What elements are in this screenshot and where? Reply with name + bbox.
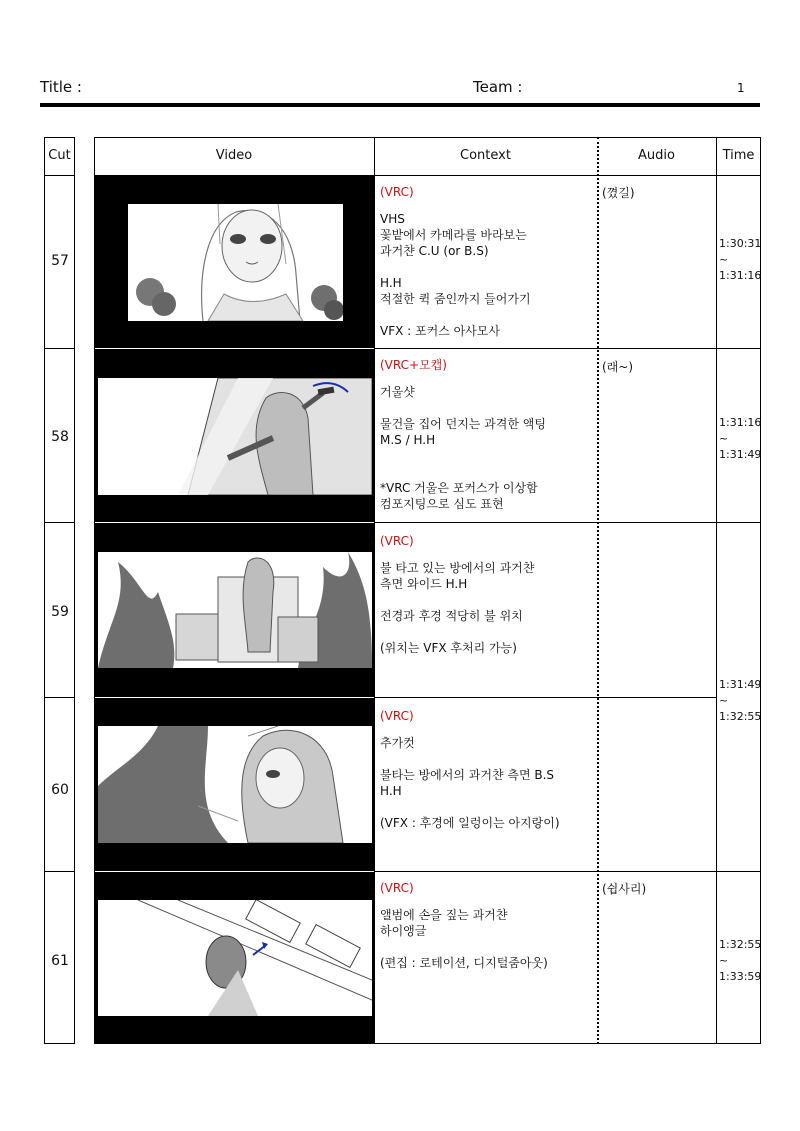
time-cell-57: 1:30:31 ~ 1:31:16 (719, 237, 762, 282)
context-tag: (VRC) (380, 709, 414, 723)
context-tag: (VRC) (380, 534, 414, 548)
context-tag: (VRC+모캡) (380, 358, 447, 372)
context-line: 적절한 퀵 줌인까지 들어가기 (380, 292, 531, 306)
header-rule (40, 103, 760, 107)
storyboard-frame-58 (98, 378, 372, 495)
context-line: 거울샷 (380, 385, 415, 399)
page-number: 1 (737, 81, 745, 95)
mirror-shot-sketch (98, 378, 372, 495)
context-line: 추가컷 (380, 736, 415, 750)
time-cell-58: 1:31:16 ~ 1:31:49 (719, 416, 762, 461)
cut-column (44, 137, 75, 1044)
context-line: *VRC 거울은 포커스가 이상함 (380, 481, 538, 495)
context-line: (VFX : 후경에 일렁이는 아지랑이) (380, 816, 560, 830)
context-line: 꽃밭에서 카메라를 바라보는 (380, 228, 527, 242)
audio-cell-58: (래~) (602, 360, 634, 374)
context-cell-60 (380, 708, 592, 831)
context-tag: (VRC) (380, 185, 414, 199)
audio-cell-61: (쉽사리) (602, 882, 647, 896)
context-line: 불타는 방에서의 과거챤 측면 B.S (380, 768, 555, 782)
burning-room-bs-sketch (98, 726, 372, 843)
album-high-angle-sketch (98, 900, 372, 1016)
context-line: 컴포지팅으로 심도 표현 (380, 497, 504, 511)
context-line: (편집 : 로테이션, 디지털줌아웃) (380, 956, 548, 970)
context-cell-61 (380, 880, 592, 971)
cut-number-60: 60 (51, 782, 69, 798)
context-line: 하이앵글 (380, 924, 427, 938)
audio-divider (597, 137, 599, 1044)
context-header: Context (460, 148, 511, 163)
cut-number-61: 61 (51, 953, 69, 969)
time-header: Time (722, 148, 755, 163)
context-line: 불 타고 있는 방에서의 과거챤 (380, 561, 535, 575)
cut-number-57: 57 (51, 253, 69, 269)
burning-room-wide-sketch (98, 552, 372, 668)
cut-number-58: 58 (51, 429, 69, 445)
context-line: 전경과 후경 적당히 불 위치 (380, 609, 523, 623)
context-cell-58 (380, 357, 592, 512)
storyboard-frame-59 (98, 552, 372, 668)
context-line: H.H (380, 784, 402, 798)
storyboard-frame-60 (98, 726, 372, 843)
audio-cell-57: (꼈길) (602, 186, 635, 200)
context-line: 과거챤 C.U (or B.S) (380, 244, 489, 258)
context-line: VHS (380, 212, 405, 226)
context-tag: (VRC) (380, 881, 414, 895)
context-line: 측면 와이드 H.H (380, 577, 468, 591)
girl-closeup-sketch (128, 204, 343, 321)
context-line: VFX : 포커스 아사모사 (380, 324, 500, 338)
audio-header: Audio (638, 148, 675, 163)
context-line: M.S / H.H (380, 433, 436, 447)
team-label: Team : (473, 78, 523, 96)
context-line: 물건을 집어 던지는 과격한 액팅 (380, 417, 546, 431)
title-label: Title : (40, 78, 82, 96)
storyboard-frame-57 (128, 204, 343, 321)
storyboard-frame-61 (98, 900, 372, 1016)
time-cell-59-60: 1:31:49 ~ 1:32:55 (719, 678, 762, 723)
context-cell-59 (380, 533, 592, 656)
cut-number-59: 59 (51, 604, 69, 620)
time-cell-61: 1:32:55 ~ 1:33:59 (719, 938, 762, 983)
context-line: 앨범에 손을 짚는 과거챤 (380, 908, 508, 922)
cut-header: Cut (48, 148, 71, 163)
context-line: (위치는 VFX 후처리 가능) (380, 641, 517, 655)
video-header: Video (215, 148, 253, 163)
context-cell-57 (380, 184, 592, 339)
context-line: H.H (380, 276, 402, 290)
